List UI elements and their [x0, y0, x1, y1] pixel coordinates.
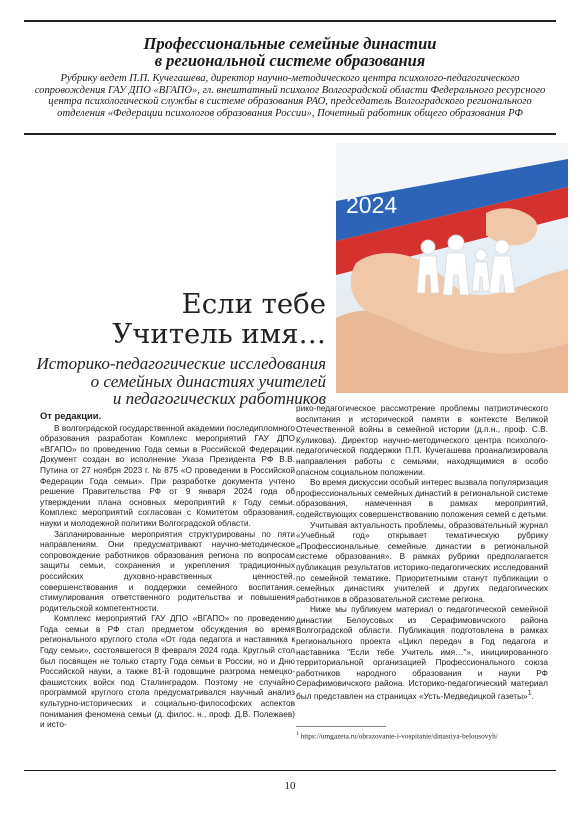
paragraph: Запланированные мероприятия структурированы по пяти направлениям. Они предусматривают научно-методическое сопровождение работников образования региона по вопросам защиты семьи, сохранения и укрепления традиционных российских духовно-нравственных ценностей, совершенствования и поддержки семейного воспитания, стимулирования ответственного родительства и повышения родительской компетентности.: [40, 528, 295, 613]
paragraph: [296, 604, 548, 701]
body-column-left: [40, 411, 295, 730]
paragraph-text: Ниже мы публикуем материал о педагогической семейной династии Белоусовых из Серафимовичского района Волгоградской области. Публикация подготовлена в рамках регионального проекта «Цикл передач в Год педагога и наставника "Если тебе Учитель имя…"», инициированного территориальной организацией Профессионального союза работников народного образования и науки РФ Серафимовичского района. Историко-педагогический материал был представлен на страницах «Усть-Медведицкой газеты»: [296, 604, 548, 701]
article-title-line1: Если тебе: [181, 288, 326, 320]
page-number: 10: [284, 780, 296, 792]
paragraph: рико-педагогическое рассмотрение проблемы патриотического воспитания и исторической памяти в контексте Великой Отечественной войны в семейной истории (д.п.н., проф. С.В. Куликова). Директор научно-методического центра психолого-педагогической поддержки П.П. Кучегашева проанализировала направления работы с семьями, находящимися в особо опасном социальном положении.: [296, 403, 548, 477]
footnote-divider: [296, 726, 386, 727]
paper-family-icon: [417, 235, 515, 295]
article-title-line2: Учитель имя…: [112, 318, 326, 350]
article-subtitle-line1: Историко-педагогические исследования: [36, 354, 326, 373]
rubric-title-line1: Профессиональные семейные династии: [143, 34, 437, 53]
article-subtitle: [30, 355, 326, 408]
family-hands-svg: [336, 143, 568, 393]
article-subtitle-line3: и педагогических работников: [112, 389, 326, 408]
body-column-right: [296, 403, 548, 701]
paragraph: Комплекс мероприятий ГАУ ДПО «ВГАПО» по проведению Года семьи в РФ стал предметом обсуждения во время регионального круглого стола «От года педагога и наставника к Году семьи», состоявшегося 8 февраля 2024 года. Круглый стол был посвящен не только старту Года семьи в России, но и Дню Российской науки, а также 81-й годовщине разгрома немецко-фашистских войск под Сталинградом. Поэтому не случайно программой круглого стола предусматривался научный анализ культурно-исторических и социально-философских аспектов понимания феномена семьи (д. филос. н., проф. Д.В. Полежаев) и исто-: [40, 613, 295, 730]
rubric-editor-note: Рубрику ведет П.П. Кучегашева, директор научно-методического центра психолого-педагогического сопровождения ГАУ ДПО «ВГАПО», гл. внештатный психолог Волгоградской области Федерального ресурсного центра психологической службы в системе образования РАО, председатель Волгоградского регионального отделения «Федерации психологов образования России», Почетный работник общего образования РФ: [34, 73, 546, 119]
family-hands-illustration: [336, 143, 568, 393]
year-label: 2024: [346, 192, 398, 218]
article-title: [30, 289, 326, 349]
rubric-header: [24, 20, 556, 135]
article-subtitle-line2: о семейных династиях учителей: [90, 371, 326, 391]
rubric-title-line2: в региональной системе образования: [154, 51, 426, 70]
page-bottom-divider: [24, 770, 556, 771]
paragraph-end: .: [531, 690, 534, 701]
footnote-ref[interactable]: 1: [527, 690, 532, 698]
paragraph: В волгоградской государственной академии последипломного образования разработан Комплекс мероприятий ГАУ ДПО «ВГАПО» по проведению Года семьи в Российской Федерации. Документ создан во исполнение Указа Президента РФ В.В. Путина от 27 ноября 2023 г. № 875 «О проведении в Российской Федерации Года семьи». При разработке документа учтено решение Правительства РФ от 9 января 2024 года об утверждении плана основных мероприятий к Году семьи. Комплекс мероприятий согласован с Комитетом образования, науки и молодежной политики Волгоградской области.: [40, 422, 295, 528]
footnote: [296, 730, 558, 740]
rubric-title: [24, 35, 556, 69]
editorial-label: От редакции.: [40, 410, 102, 421]
paragraph: Учитывая актуальность проблемы, образовательный журнал «Учебный год» открывает тематическую рубрику «Профессиональные семейные династии в региональной системе образования». В рамках рубрики предполагается публикация результатов историко-педагогических исследований по семейной тематике. Приоритетными станут публикации о семейных династиях учителей и других педагогических работников в образовательной системе региона.: [296, 519, 548, 604]
article-title-block: [30, 289, 326, 408]
footnote-link[interactable]: https://umgazeta.ru/obrazovanie-i-vospitanie/dinastiya-belousovyh/: [300, 731, 498, 741]
footnote-number: 1: [296, 731, 299, 737]
paragraph: Во время дискуссии особый интерес вызвала популяризация профессиональных семейных династий в региональной системе образования, намеченная в рамках мероприятий, содействующих совершенствованию положения семей с детьми.: [296, 477, 549, 519]
